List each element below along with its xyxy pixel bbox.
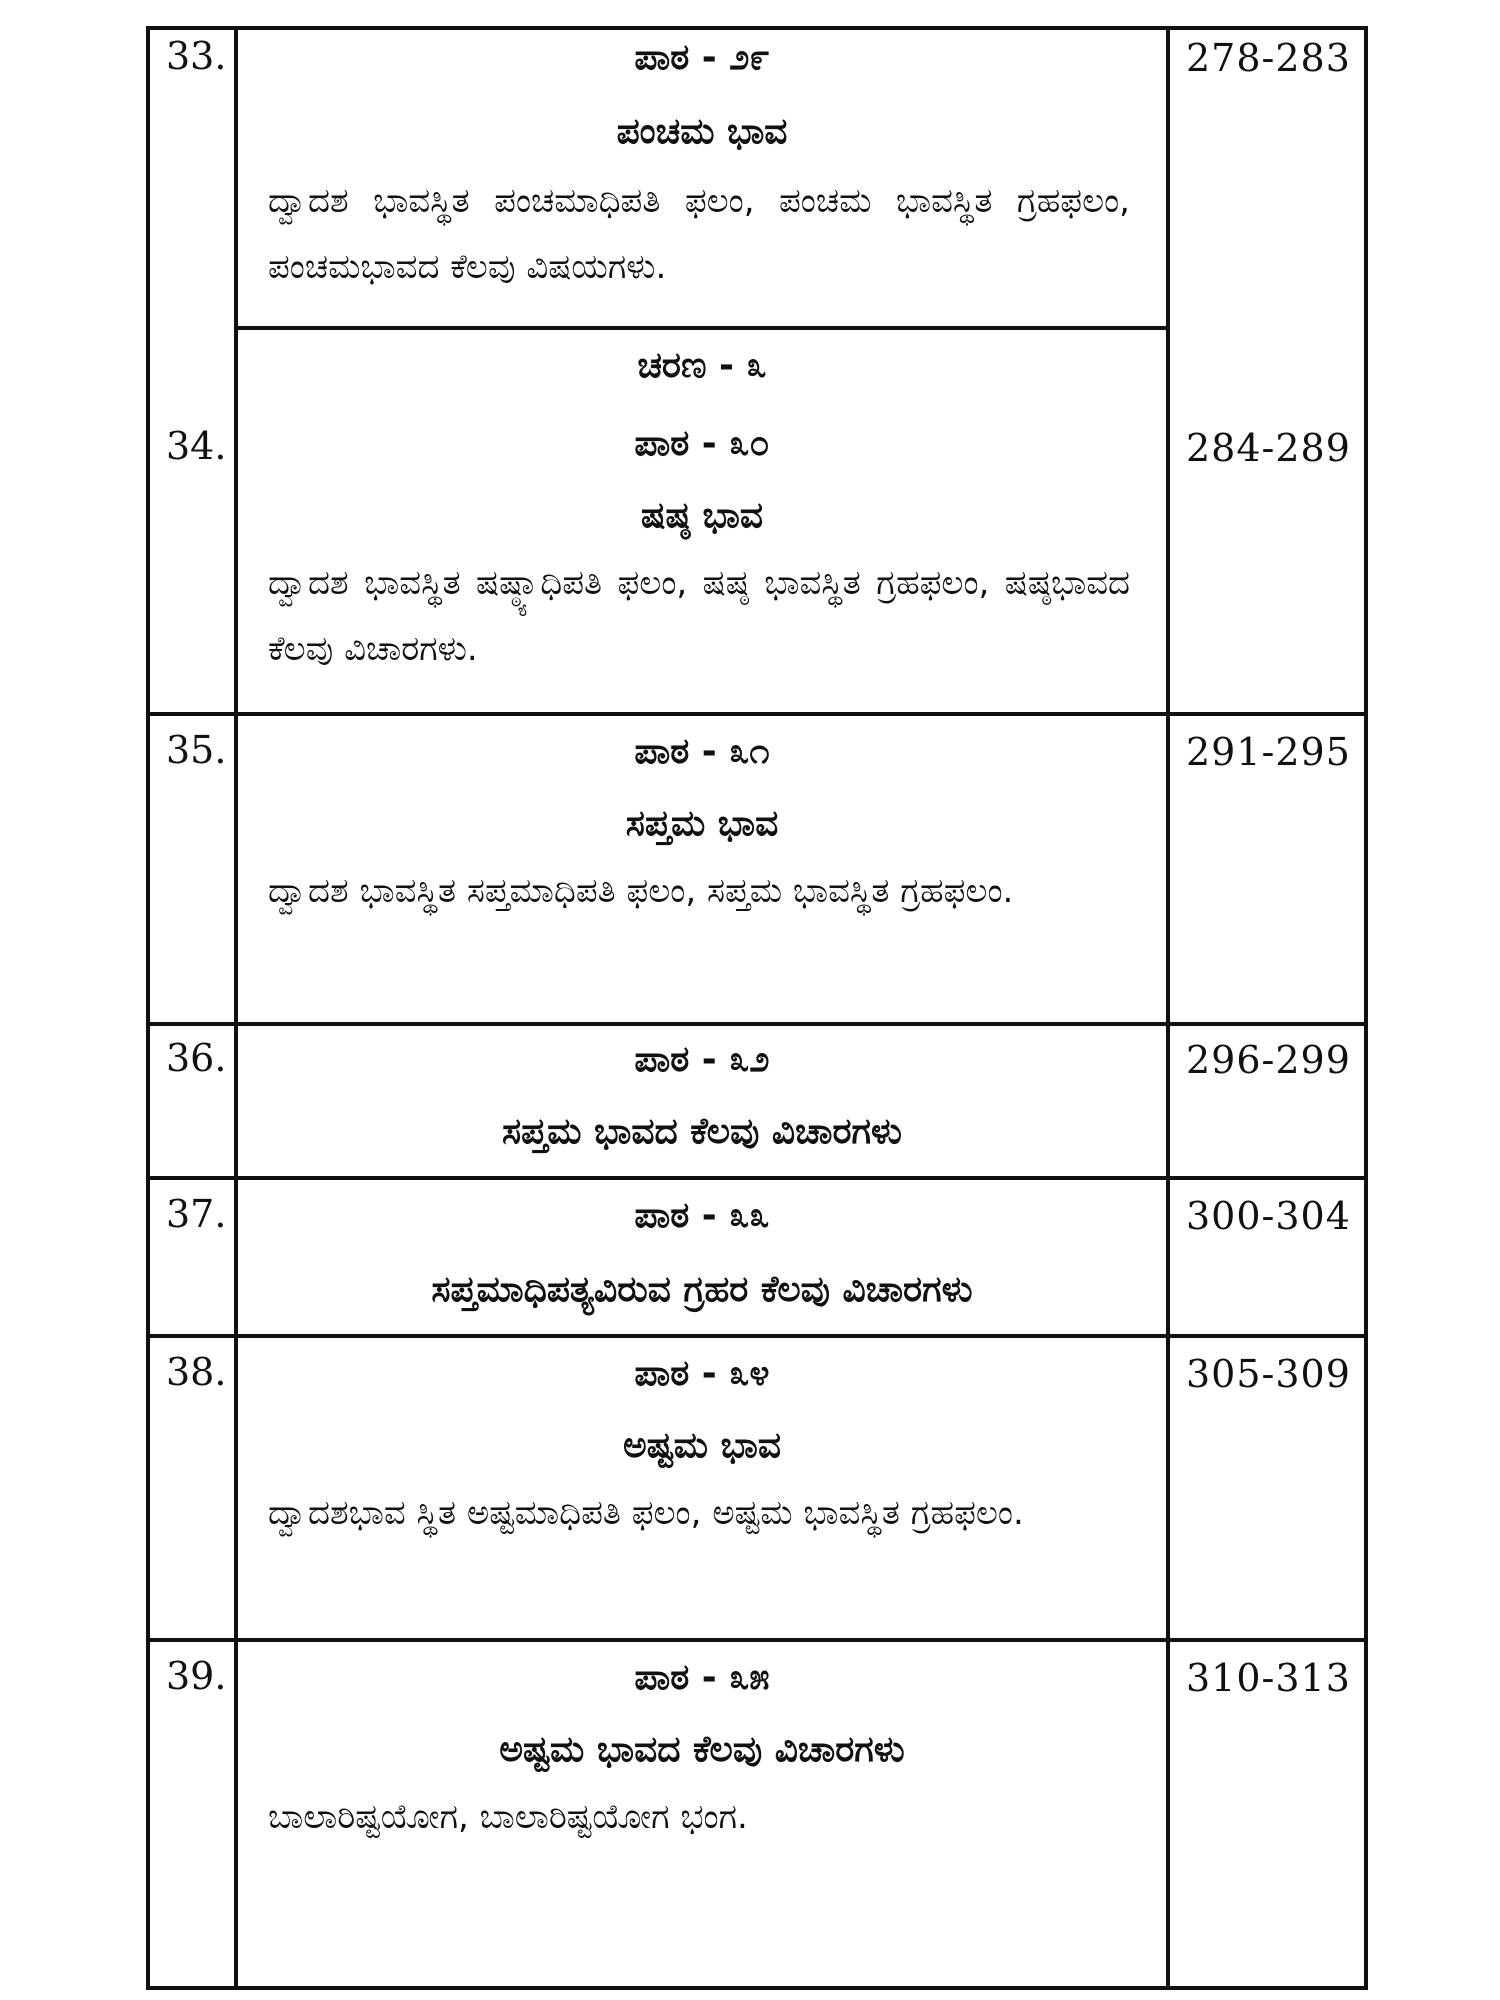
lesson-number: ಪಾಠ - ೩೩ [634,1195,770,1236]
row-divider [146,1334,1368,1338]
toc-entry [238,1657,1166,1850]
row-number: 34. [166,424,227,468]
row-divider [146,1176,1368,1180]
lesson-title: ಅಷ್ಟಮ ಭಾವದ ಕೆಲವು ವಿಚಾರಗಳು [499,1729,905,1770]
row-divider [146,1022,1368,1026]
lesson-number: ಪಾಠ - ೩೪ [634,1353,770,1394]
row-divider [146,712,1368,716]
toc-entry [238,345,1166,682]
table-left-border [146,26,150,1988]
page-range: 291-295 [1186,730,1351,774]
toc-entry [238,1039,1166,1152]
section-heading: ಚರಣ - ೩ [637,345,767,386]
row-number: 33. [166,34,227,78]
lesson-description: ದ್ವಾದಶ ಭಾವಸ್ಥಿತ ಷಷ್ಠ್ಯಾಧಿಪತಿ ಫಲಂ, ಷಷ್ಠ ಭಾವಸ್ಥಿತ ಗ್ರಹಫಲಂ, ಷಷ್ಠಭಾವದ ಕೆಲವು ವಿಚಾರಗಳು. [268,563,1130,669]
lesson-description: ದ್ವಾದಶ ಭಾವಸ್ಥಿತ ಪಂಚಮಾಧಿಪತಿ ಫಲಂ, ಪಂಚಮ ಭಾವಸ್ಥಿತ ಗ್ರಹಫಲಂ, ಪಂಚಮಭಾವದ ಕೆಲವು ವಿಷಯಗಳು. [268,181,1130,287]
row-divider [234,326,1170,330]
lesson-number: ಪಾಠ - ೩೦ [634,423,770,464]
column-divider-pages [1166,26,1170,1988]
lesson-title: ಷಷ್ಠ ಭಾವ [641,495,763,536]
row-number: 38. [166,1350,227,1394]
lesson-number: ಪಾಠ - ೩೨ [634,1039,770,1080]
toc-entry [238,1195,1166,1310]
lesson-number: ಪಾಠ - ೩೫ [634,1657,770,1698]
lesson-description: ದ್ವಾದಶಭಾವ ಸ್ಥಿತ ಅಷ್ಟಮಾಧಿಪತಿ ಫಲಂ, ಅಷ್ಟಮ ಭಾವಸ್ಥಿತ ಗ್ರಹಫಲಂ. [268,1493,1024,1533]
page-range: 305-309 [1186,1352,1351,1396]
lesson-title: ಅಷ್ಟಮ ಭಾವ [623,1425,781,1466]
page-range: 284-289 [1186,426,1351,470]
lesson-title: ಪಂಚಮ ಭಾವ [616,111,788,152]
page-range: 300-304 [1186,1194,1351,1238]
table-right-border [1364,26,1368,1988]
table-bottom-border [146,1986,1368,1990]
lesson-description: ದ್ವಾದಶ ಭಾವಸ್ಥಿತ ಸಪ್ತಮಾಧಿಪತಿ ಫಲಂ, ಸಪ್ತಮ ಭಾವಸ್ಥಿತ ಗ್ರಹಫಲಂ. [268,871,1014,911]
row-number: 39. [166,1654,227,1698]
lesson-number: ಪಾಠ - ೩೧ [634,731,770,772]
row-number: 37. [166,1192,227,1236]
lesson-number: ಪಾಠ - ೨೯ [634,37,770,78]
toc-entry [238,37,1166,300]
lesson-title: ಸಪ್ತಮ ಭಾವ [625,803,779,844]
table-top-border [146,26,1368,30]
lesson-title: ಸಪ್ತಮ ಭಾವದ ಕೆಲವು ವಿಚಾರಗಳು [502,1111,902,1152]
page-range: 310-313 [1186,1656,1351,1700]
row-divider [146,1638,1368,1642]
row-number: 35. [166,728,227,772]
toc-entry [238,731,1166,924]
row-number: 36. [166,1036,227,1080]
page-range: 278-283 [1186,36,1351,80]
toc-entry [238,1353,1166,1546]
lesson-title: ಸಪ್ತಮಾಧಿಪತ್ಯವಿರುವ ಗ್ರಹರ ಕೆಲವು ವಿಚಾರಗಳು [431,1269,973,1310]
page-range: 296-299 [1186,1038,1351,1082]
lesson-description: ಬಾಲಾರಿಷ್ಟಯೋಗ, ಬಾಲಾರಿಷ್ಟಯೋಗ ಭಂಗ. [268,1797,748,1837]
